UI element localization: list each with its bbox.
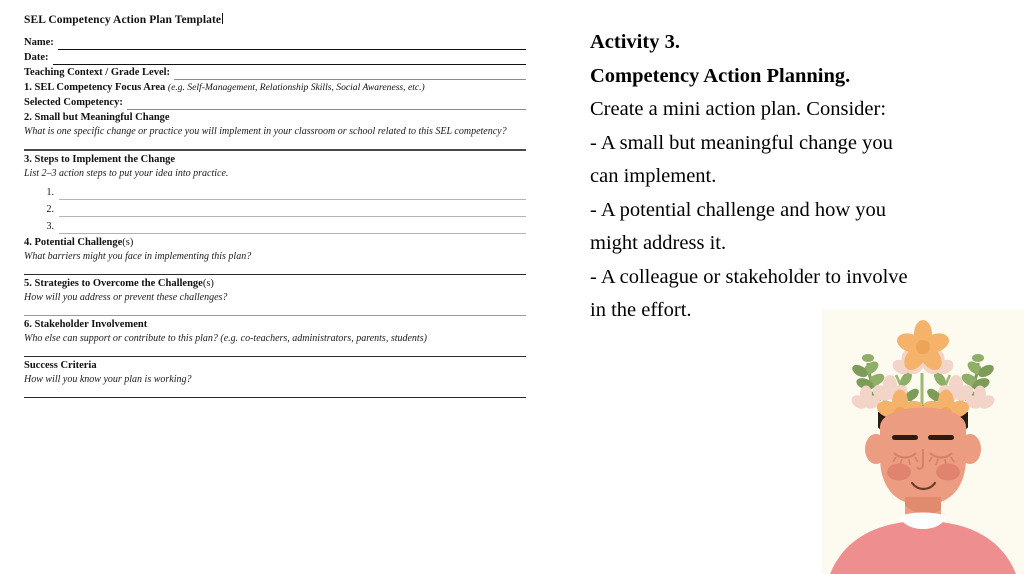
section-5-heading-text: 5. Strategies to Overcome the Challenge: [24, 277, 203, 289]
field-selected-competency[interactable]: [24, 96, 526, 110]
step-item[interactable]: [24, 185, 526, 200]
field-name[interactable]: [24, 36, 526, 50]
activity-bullet-1-line-1: - A small but meaningful change you: [590, 131, 893, 154]
eyebrow-right: [928, 435, 954, 440]
success-criteria-hint: How will you know your plan is working?: [24, 374, 192, 385]
section-3-hint: List 2–3 action steps to put your idea into practice.: [24, 168, 229, 179]
document-title: [24, 13, 223, 27]
illustration-svg: [822, 309, 1024, 574]
section-2-answer-rule: [24, 149, 526, 151]
section-6-answer-rule: [24, 356, 526, 357]
activity-number: Activity 3.: [590, 31, 680, 53]
field-selected-competency-label: Selected Competency:: [24, 96, 123, 108]
text-caret: [222, 13, 223, 24]
step-line[interactable]: [59, 222, 526, 234]
activity-title: Competency Action Planning.: [590, 64, 851, 87]
activity-bullet-2-line-2: might address it.: [590, 232, 727, 254]
section-4-hint: What barriers might you face in implementing this plan?: [24, 251, 252, 262]
section-3-heading: 3. Steps to Implement the Change: [24, 153, 176, 165]
field-teaching-context-rule[interactable]: [174, 69, 526, 80]
field-teaching-context-label: Teaching Context / Grade Level:: [24, 67, 171, 78]
section-5-heading-suffix: (s): [202, 277, 214, 289]
field-teaching-context[interactable]: [24, 66, 526, 80]
document-title-text: SEL Competency Action Plan Template: [24, 14, 222, 26]
step-number: 1.: [46, 186, 54, 198]
step-item[interactable]: [24, 219, 526, 234]
success-criteria-heading: Success Criteria: [24, 359, 97, 371]
eyebrow-left: [892, 435, 918, 440]
section-6-hint: Who else can support or contribute to this plan? (e.g. co-teachers, administrators, parents, students): [24, 333, 427, 344]
activity-panel: [590, 26, 1010, 328]
section-2-hint: What is one specific change or practice you will implement in your classroom or school related to this SEL competency?: [24, 126, 507, 137]
section-2-heading: 2. Small but Meaningful Change: [24, 111, 170, 123]
section-4-answer-rule: [24, 274, 526, 275]
field-selected-competency-rule[interactable]: [127, 99, 526, 110]
section-4-heading: [24, 236, 526, 251]
cheek-right: [936, 464, 960, 481]
section-3-steps: [24, 185, 526, 234]
section-5-answer-rule: [24, 315, 526, 316]
field-name-label: Name:: [24, 37, 54, 48]
activity-bullet-3-line-2: in the effort.: [590, 299, 692, 321]
activity-bullet-2-line-1: - A potential challenge and how you: [590, 198, 887, 221]
field-date[interactable]: [24, 51, 526, 65]
section-1-heading-hint: (e.g. Self-Management, Relationship Skills, Social Awareness, etc.): [167, 82, 425, 93]
step-number: 2.: [46, 203, 54, 215]
section-5-hint: How will you address or prevent these challenges?: [24, 292, 228, 303]
cheek-left: [887, 464, 911, 481]
step-item[interactable]: [24, 202, 526, 217]
illustration-person-with-flowers: [822, 309, 1024, 574]
section-6-heading: 6. Stakeholder Involvement: [24, 318, 148, 330]
activity-instruction: Create a mini action plan. Consider:: [590, 98, 887, 120]
success-criteria-answer-rule: [24, 397, 526, 398]
section-1-heading-text: 1. SEL Competency Focus Area: [24, 82, 166, 93]
step-line[interactable]: [59, 188, 526, 200]
field-date-rule[interactable]: [53, 54, 527, 65]
section-4-heading-text: 4. Potential Challenge: [24, 236, 123, 248]
step-number: 3.: [46, 220, 54, 232]
activity-bullet-1-line-2: can implement.: [590, 165, 717, 187]
sel-action-plan-document: [24, 10, 526, 400]
field-name-rule[interactable]: [58, 39, 526, 50]
section-4-heading-suffix: (s): [122, 236, 134, 248]
section-1-heading: [24, 81, 526, 96]
section-5-heading: [24, 277, 526, 292]
field-date-label: Date:: [24, 52, 49, 63]
activity-bullet-3-line-1: - A colleague or stakeholder to involve: [590, 265, 908, 288]
step-line[interactable]: [59, 205, 526, 217]
